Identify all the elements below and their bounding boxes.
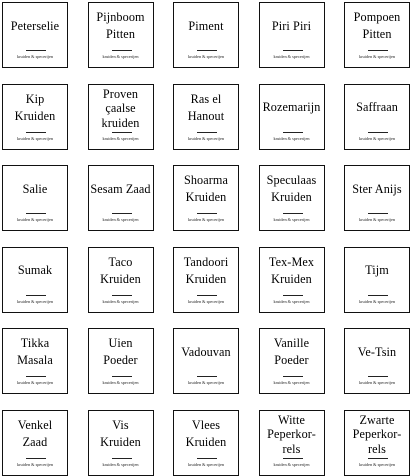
spice-name: Piment [188,18,224,33]
spice-label [88,328,154,394]
divider-rule [112,376,132,377]
spice-label [173,328,239,394]
divider-rule [112,132,132,133]
divider-rule [283,458,303,459]
label-subtitle: kruiden & specerijen [16,298,54,304]
spice-label [2,84,68,150]
label-subtitle: kruiden & specerijen [273,135,310,141]
divider-rule [197,132,217,133]
label-subtitle: kruiden & specerijen [102,461,139,467]
spice-name: Vlees Kruiden [185,417,227,449]
divider-rule [197,50,217,51]
spice-name: Witte Peperkor- rels [267,412,316,456]
label-subtitle: kruiden & specerijen [273,380,310,385]
spice-name: Shoarma Kruiden [183,173,229,204]
spice-name: Zwarte Peperkor- rels [352,412,402,456]
spice-name: Sesam Zaad [90,181,151,196]
spice-name: Salie [22,181,48,196]
divider-rule [26,458,46,459]
spice-label [173,247,239,313]
divider-rule [197,295,217,296]
spice-name: Ras el Hanout [187,91,225,123]
label-subtitle: kruiden & specerijen [16,135,54,141]
spice-label [2,247,68,313]
spice-label [259,84,325,150]
spice-name: Ster Anijs [352,181,402,196]
spice-name: Tikka Masala [17,336,53,367]
label-subtitle: kruiden & specerijen [358,54,396,59]
divider-rule [283,376,303,377]
label-subtitle: kruiden & specerijen [16,217,54,222]
divider-rule [283,213,303,214]
spice-label [173,165,239,231]
divider-rule [197,213,217,214]
divider-rule [283,50,303,51]
label-subtitle: kruiden & specerijen [102,54,139,59]
spice-name: Rozemarijn [262,100,321,114]
spice-name: Pompoen Pitten [353,10,401,41]
label-subtitle: kruiden & specerijen [102,135,139,141]
spice-name: Tijm [365,263,389,277]
label-subtitle: kruiden & specerijen [187,217,225,222]
label-subtitle: kruiden & specerijen [102,217,139,222]
label-subtitle: kruiden & specerijen [187,54,225,59]
label-subtitle: kruiden & specerijen [273,217,310,222]
divider-rule [368,295,388,296]
divider-rule [26,295,46,296]
spice-name: Proven çaalse kruiden [101,86,140,130]
spice-label [88,2,154,68]
spice-name: Ve-Tsin [357,344,397,359]
label-subtitle: kruiden & specerijen [16,461,54,467]
label-subtitle: kruiden & specerijen [16,54,54,59]
label-subtitle: kruiden & specerijen [187,135,225,141]
spice-name: Vis Kruiden [100,417,141,449]
spice-label [88,84,154,150]
spice-label [173,410,239,476]
divider-rule [283,132,303,133]
spice-name: Uien Poeder [103,336,138,367]
spice-label [259,410,325,476]
divider-rule [368,458,388,459]
label-subtitle: kruiden & specerijen [358,380,396,385]
divider-rule [368,213,388,214]
spice-name: Sumak [17,263,53,277]
spice-name: Kip Kruiden [14,91,56,123]
spice-label [88,410,154,476]
spice-label [259,2,325,68]
spice-name: Taco Kruiden [100,254,141,286]
spice-name: Saffraan [356,100,398,114]
spice-label [2,410,68,476]
spice-label [2,165,68,231]
spice-name: Vanille Poeder [273,336,310,367]
spice-label [259,328,325,394]
label-subtitle: kruiden & specerijen [102,380,139,385]
spice-label [344,84,410,150]
divider-rule [283,295,303,296]
spice-name: Pijnboom Pitten [96,10,145,41]
divider-rule [368,376,388,377]
label-subtitle: kruiden & specerijen [102,298,139,304]
divider-rule [112,213,132,214]
label-subtitle: kruiden & specerijen [358,135,396,141]
divider-rule [197,376,217,377]
divider-rule [112,295,132,296]
label-subtitle: kruiden & specerijen [273,298,310,304]
spice-label [344,165,410,231]
spice-label [259,165,325,231]
spice-name: Tandoori Kruiden [183,254,229,286]
label-subtitle: kruiden & specerijen [358,217,396,222]
label-subtitle: kruiden & specerijen [358,461,396,467]
divider-rule [112,458,132,459]
spice-label [173,2,239,68]
spice-name: Venkel Zaad [17,417,53,449]
spice-name: Vadouvan [181,344,231,359]
divider-rule [112,50,132,51]
divider-rule [26,132,46,133]
label-subtitle: kruiden & specerijen [187,298,225,304]
spice-label [2,328,68,394]
divider-rule [26,213,46,214]
label-subtitle: kruiden & specerijen [358,298,396,304]
spice-label [344,410,410,476]
spice-label [344,328,410,394]
spice-label [344,2,410,68]
label-subtitle: kruiden & specerijen [187,380,225,385]
spice-label [259,247,325,313]
spice-name: Piri Piri [271,18,312,33]
divider-rule [26,376,46,377]
label-subtitle: kruiden & specerijen [273,461,310,467]
spice-label [344,247,410,313]
spice-label [88,165,154,231]
divider-rule [197,458,217,459]
label-sheet [2,2,410,476]
spice-name: Peterselie [10,18,60,33]
spice-label [88,247,154,313]
divider-rule [26,50,46,51]
label-subtitle: kruiden & specerijen [16,380,54,385]
label-subtitle: kruiden & specerijen [273,54,310,59]
spice-name: Speculaas Kruiden [266,173,317,204]
spice-label [2,2,68,68]
label-subtitle: kruiden & specerijen [187,461,225,467]
spice-label [173,84,239,150]
spice-name: Tex-Mex Kruiden [268,254,315,286]
divider-rule [368,132,388,133]
divider-rule [368,50,388,51]
